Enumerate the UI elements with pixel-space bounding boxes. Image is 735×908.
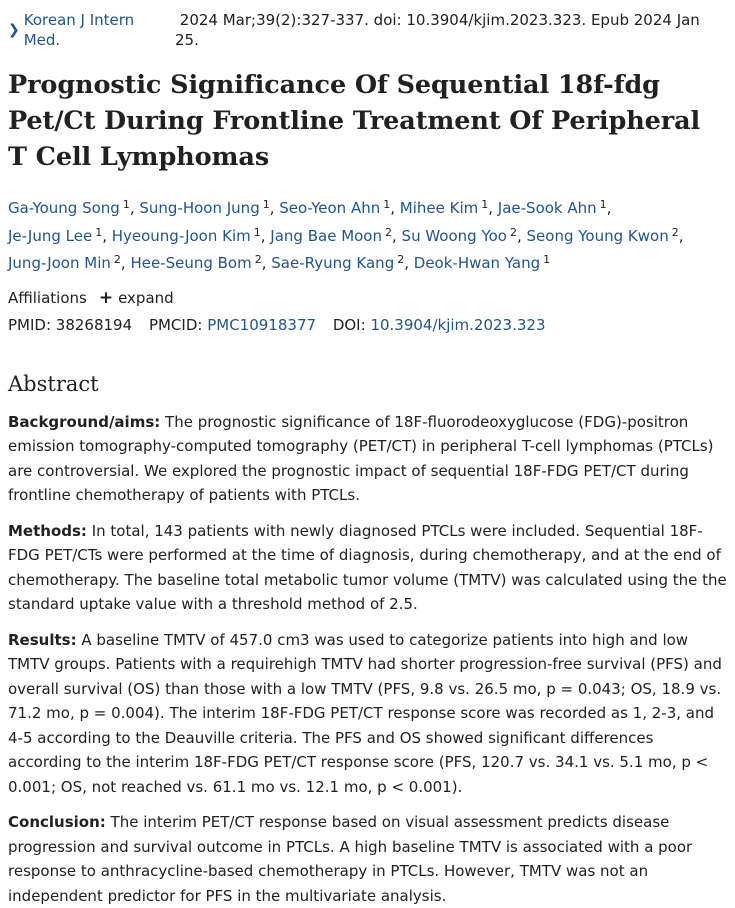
section-text: A baseline TMTV of 457.0 cm3 was used to categorize patients into high and low TMTV groups. Patients with a requirehigh TMTV had shorter progression-free survival (PFS) and overall survival (OS) than those with a low TMTV (PFS, 9.8 vs. 26.5 mo, p = 0.043; OS, 18.9 vs. 71.2 mo, p = 0.004). The interim 18F-FDG PET/CT response score was recorded as 1, 2-3, and 4-5 according to the Deauville criteria. The PFS and OS showed significant differences according to the interim 18F-FDG PET/CT response score (PFS, 120.7 vs. 34.1 vs. 5.1 mo, p < 0.001; OS, not reached vs. 61.1 mo vs. 12.1 mo, p < 0.001). bbox=[8, 631, 722, 796]
author-link[interactable]: Jang Bae Moon bbox=[270, 227, 382, 245]
pmid-value: 38268194 bbox=[56, 316, 132, 334]
affiliation-marker[interactable]: 1 bbox=[123, 198, 130, 211]
section-text: The interim PET/CT response based on visual assessment predicts disease progression and survival outcome in PTCLs. A high baseline TMTV is associated with a poor response to anthracycline-based chemotherapy in PTCLs. However, TMTV was not an independent predictor for PFS in the multivariate analysis. bbox=[8, 813, 692, 905]
author-link[interactable]: Sung-Hoon Jung bbox=[139, 199, 259, 217]
author-item: Je-Jung Lee $^1$, bbox=[8, 227, 112, 245]
author-link[interactable]: Hee-Seung Bom bbox=[130, 254, 251, 272]
author-link[interactable]: Je-Jung Lee bbox=[8, 227, 92, 245]
pmcid-label: PMCID: bbox=[149, 316, 203, 334]
affiliation-marker[interactable]: 1 bbox=[383, 198, 390, 211]
expand-affiliations-button[interactable] bbox=[99, 288, 174, 308]
expand-label: expand bbox=[118, 288, 174, 308]
author-item: Su Woong Yoo $^2$, bbox=[402, 227, 527, 245]
author-item: Hyeoung-Joon Kim $^1$, bbox=[112, 227, 271, 245]
affiliations-row bbox=[8, 288, 727, 308]
author-item: Sung-Hoon Jung $^1$, bbox=[139, 199, 279, 217]
abstract-results bbox=[8, 628, 727, 800]
section-label: Conclusion: bbox=[8, 813, 106, 831]
author-item: Jae-Sook Ahn $^1$, bbox=[498, 199, 612, 217]
plus-icon: + bbox=[99, 288, 113, 308]
chevron-right-icon[interactable]: ❯ bbox=[8, 20, 20, 40]
affiliation-marker[interactable]: 2 bbox=[672, 226, 679, 239]
doi-link[interactable]: 10.3904/kjim.2023.323 bbox=[370, 316, 545, 334]
doi-label: DOI: bbox=[333, 316, 366, 334]
affiliation-marker[interactable]: 2 bbox=[255, 253, 262, 266]
author-link[interactable]: Mihee Kim bbox=[400, 199, 478, 217]
affiliation-marker[interactable]: 1 bbox=[600, 198, 607, 211]
affiliation-marker[interactable]: 2 bbox=[397, 253, 404, 266]
affiliations-label: Affiliations bbox=[8, 288, 87, 308]
author-item: Sae-Ryung Kang $^2$, bbox=[271, 254, 413, 272]
abstract-body bbox=[8, 410, 727, 908]
author-link[interactable]: Jung-Joon Min bbox=[8, 254, 111, 272]
abstract-background bbox=[8, 410, 727, 508]
article-title: Prognostic Significance Of Sequential 18f-fdg Pet/Ct During Frontline Treatment Of Peripheral T Cell Lymphomas bbox=[8, 67, 727, 175]
author-item: Seong Young Kwon $^2$, bbox=[527, 227, 684, 245]
author-link[interactable]: Jae-Sook Ahn bbox=[498, 199, 597, 217]
section-label: Background/aims: bbox=[8, 413, 160, 431]
affiliation-marker[interactable]: 2 bbox=[385, 226, 392, 239]
author-list bbox=[8, 193, 727, 276]
journal-link[interactable]: Korean J Intern Med. bbox=[24, 10, 175, 50]
author-item: Jang Bae Moon $^2$, bbox=[270, 227, 401, 245]
author-item: Jung-Joon Min $^2$, bbox=[8, 254, 130, 272]
author-item: Hee-Seung Bom $^2$, bbox=[130, 254, 271, 272]
pmid-label: PMID: bbox=[8, 316, 51, 334]
citation-details: 2024 Mar;39(2):327-337. doi: 10.3904/kjim.2023.323. Epub 2024 Jan 25. bbox=[175, 10, 727, 50]
affiliation-marker[interactable]: 1 bbox=[254, 226, 261, 239]
affiliation-marker[interactable]: 2 bbox=[510, 226, 517, 239]
identifiers-row bbox=[8, 315, 727, 335]
section-text: The prognostic significance of 18F-fluorodeoxyglucose (FDG)-positron emission tomography-computed tomography (PET/CT) in peripheral T-cell lymphomas (PTCLs) are controversial. We explored the prognostic impact of sequential 18F-FDG PET/CT during frontline chemotherapy of patients with PTCLs. bbox=[8, 413, 714, 505]
author-link[interactable]: Hyeoung-Joon Kim bbox=[112, 227, 251, 245]
abstract-conclusion bbox=[8, 810, 727, 908]
section-label: Results: bbox=[8, 631, 77, 649]
affiliation-marker[interactable]: 2 bbox=[114, 253, 121, 266]
section-text: In total, 143 patients with newly diagnosed PTCLs were included. Sequential 18F-FDG PET/CTs were performed at the time of diagnosis, during chemotherapy, and at the end of chemotherapy. The baseline total metabolic tumor volume (TMTV) was calculated using the the standard uptake value with a threshold method of 2.5. bbox=[8, 522, 727, 614]
author-item: Ga-Young Song $^1$, bbox=[8, 199, 139, 217]
pmcid-link[interactable]: PMC10918377 bbox=[207, 316, 316, 334]
author-item: Mihee Kim $^1$, bbox=[400, 199, 498, 217]
affiliation-marker[interactable]: 1 bbox=[481, 198, 488, 211]
section-label: Methods: bbox=[8, 522, 87, 540]
affiliation-marker[interactable]: 1 bbox=[263, 198, 270, 211]
author-link[interactable]: Seo-Yeon Ahn bbox=[279, 199, 380, 217]
citation-line bbox=[8, 10, 727, 50]
affiliation-marker[interactable]: 1 bbox=[543, 253, 550, 266]
affiliation-marker[interactable]: 1 bbox=[95, 226, 102, 239]
author-item bbox=[414, 254, 550, 272]
abstract-methods bbox=[8, 519, 727, 617]
author-item: Seo-Yeon Ahn $^1$, bbox=[279, 199, 400, 217]
author-link[interactable]: Su Woong Yoo bbox=[402, 227, 507, 245]
author-link[interactable]: Seong Young Kwon bbox=[527, 227, 669, 245]
author-link[interactable]: Ga-Young Song bbox=[8, 199, 120, 217]
author-link[interactable]: Sae-Ryung Kang bbox=[271, 254, 394, 272]
author-link[interactable]: Deok-Hwan Yang bbox=[414, 254, 540, 272]
abstract-heading: Abstract bbox=[8, 372, 727, 396]
